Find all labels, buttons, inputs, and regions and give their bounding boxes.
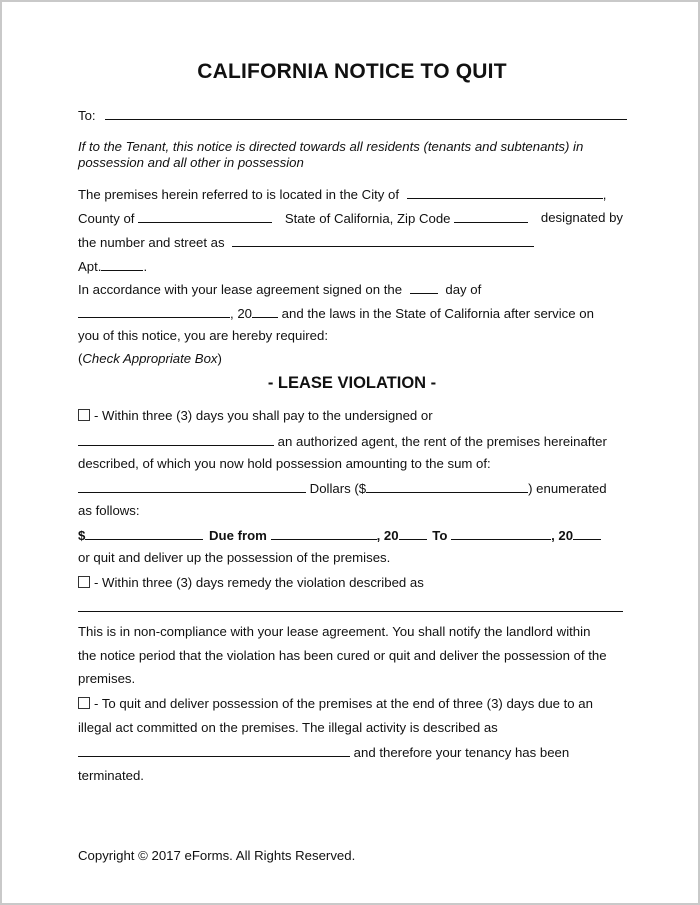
- tenant-note-line-2: possession and all other in possession: [78, 155, 304, 170]
- tenancy-line: [78, 743, 569, 762]
- option-3-text: - To quit and deliver possession of the premises at the end of three (3) days due to an: [94, 696, 593, 711]
- to-year-prefix: , 20: [551, 528, 574, 543]
- option-2-line: [78, 574, 424, 592]
- amount-words-field[interactable]: [78, 479, 306, 493]
- to-date-field[interactable]: [451, 526, 551, 540]
- illegal-act-line: illegal act committed on the premises. The illegal activity is described as: [78, 720, 498, 735]
- county-label: County of: [78, 211, 135, 226]
- terminated-line: terminated.: [78, 768, 144, 783]
- section-title: - LEASE VIOLATION -: [267, 374, 437, 392]
- number-street-label: the number and street as: [78, 235, 225, 250]
- paren-close: ): [217, 351, 222, 366]
- to-label: To:: [78, 108, 96, 123]
- or-quit-line: or quit and deliver up the possession of the premises.: [78, 550, 391, 565]
- enumerated-label: ) enumerated: [528, 481, 607, 496]
- laws-label: and the laws in the State of California after service on: [281, 306, 594, 321]
- illegal-activity-field[interactable]: [78, 743, 350, 757]
- agreement-line: [78, 280, 481, 299]
- street-field[interactable]: [232, 233, 534, 247]
- due-line: [78, 526, 601, 545]
- as-follows-line: as follows:: [78, 503, 140, 518]
- county-line: [78, 209, 623, 228]
- from-date-field[interactable]: [271, 526, 377, 540]
- state-zip-label: State of California, Zip Code: [284, 211, 451, 226]
- to-field[interactable]: [105, 106, 627, 120]
- page-title: CALIFORNIA NOTICE TO QUIT: [197, 60, 507, 83]
- option-2-checkbox[interactable]: [78, 576, 90, 588]
- county-field[interactable]: [138, 209, 272, 223]
- described-line: described, of which you now hold possession amounting to the sum of:: [78, 456, 491, 471]
- designated-by-label: designated by: [540, 210, 623, 225]
- comma: ,: [602, 187, 607, 202]
- apt-field[interactable]: [101, 257, 143, 271]
- day-of-label: day of: [445, 282, 482, 297]
- year-field[interactable]: [252, 304, 278, 318]
- to-line: [78, 106, 627, 125]
- period: .: [143, 259, 148, 274]
- check-box-note: [78, 350, 222, 368]
- option-2-text: - Within three (3) days remedy the violation described as: [94, 575, 424, 590]
- zip-field[interactable]: [454, 209, 528, 223]
- tenancy-terminated-text: and therefore your tenancy has been: [353, 745, 570, 760]
- month-field[interactable]: [78, 304, 230, 318]
- option-1-line: [78, 407, 433, 425]
- noncompliance-line-3: premises.: [78, 671, 136, 686]
- tenant-note-line-1: If to the Tenant, this notice is directed towards all residents (tenants and subtenants) in: [78, 139, 584, 154]
- apt-label: Apt.: [78, 259, 102, 274]
- payee-field[interactable]: [78, 432, 274, 446]
- dollars-line: [78, 479, 607, 498]
- to-year-field[interactable]: [573, 526, 601, 540]
- from-year-prefix: , 20: [376, 528, 399, 543]
- year-prefix: , 20: [230, 306, 252, 321]
- option-3-line: [78, 695, 593, 713]
- apt-line: [78, 257, 147, 276]
- to-word: To: [432, 528, 448, 543]
- authorized-agent-text: an authorized agent, the rent of the premises hereinafter: [277, 434, 607, 449]
- city-field[interactable]: [407, 185, 603, 199]
- option-1-text: - Within three (3) days you shall pay to the undersigned or: [94, 408, 433, 423]
- premises-city-line: [78, 185, 606, 204]
- violation-description-field[interactable]: [78, 598, 623, 612]
- authorized-agent-line: [78, 432, 607, 451]
- noncompliance-line-2: the notice period that the violation has been cured or quit and deliver the possession of the: [78, 648, 607, 663]
- zip-group: [285, 209, 528, 228]
- you-of-notice-line: you of this notice, you are hereby required:: [78, 328, 328, 343]
- violation-description-line: [78, 598, 623, 617]
- day-field[interactable]: [410, 280, 438, 294]
- premises-city-label: The premises herein referred to is located in the City of: [78, 187, 400, 202]
- due-amount-field[interactable]: [85, 526, 203, 540]
- county-group: [78, 209, 272, 228]
- in-accordance-label: In accordance with your lease agreement signed on the: [78, 282, 403, 297]
- dollars-label: Dollars ($: [309, 481, 367, 496]
- option-3-checkbox[interactable]: [78, 697, 90, 709]
- dollar-sign: $: [78, 528, 86, 543]
- street-line: [78, 233, 534, 252]
- noncompliance-line-1: This is in non-compliance with your lease agreement. You shall notify the landlord within: [78, 624, 591, 639]
- from-year-field[interactable]: [399, 526, 427, 540]
- due-from-label: Due from: [209, 528, 267, 543]
- check-box-label: Check Appropriate Box: [82, 351, 218, 366]
- amount-field[interactable]: [366, 479, 528, 493]
- copyright-text: Copyright © 2017 eForms. All Rights Reserved.: [78, 848, 356, 863]
- laws-line: [78, 304, 594, 323]
- paren-open: (: [78, 351, 83, 366]
- option-1-checkbox[interactable]: [78, 409, 90, 421]
